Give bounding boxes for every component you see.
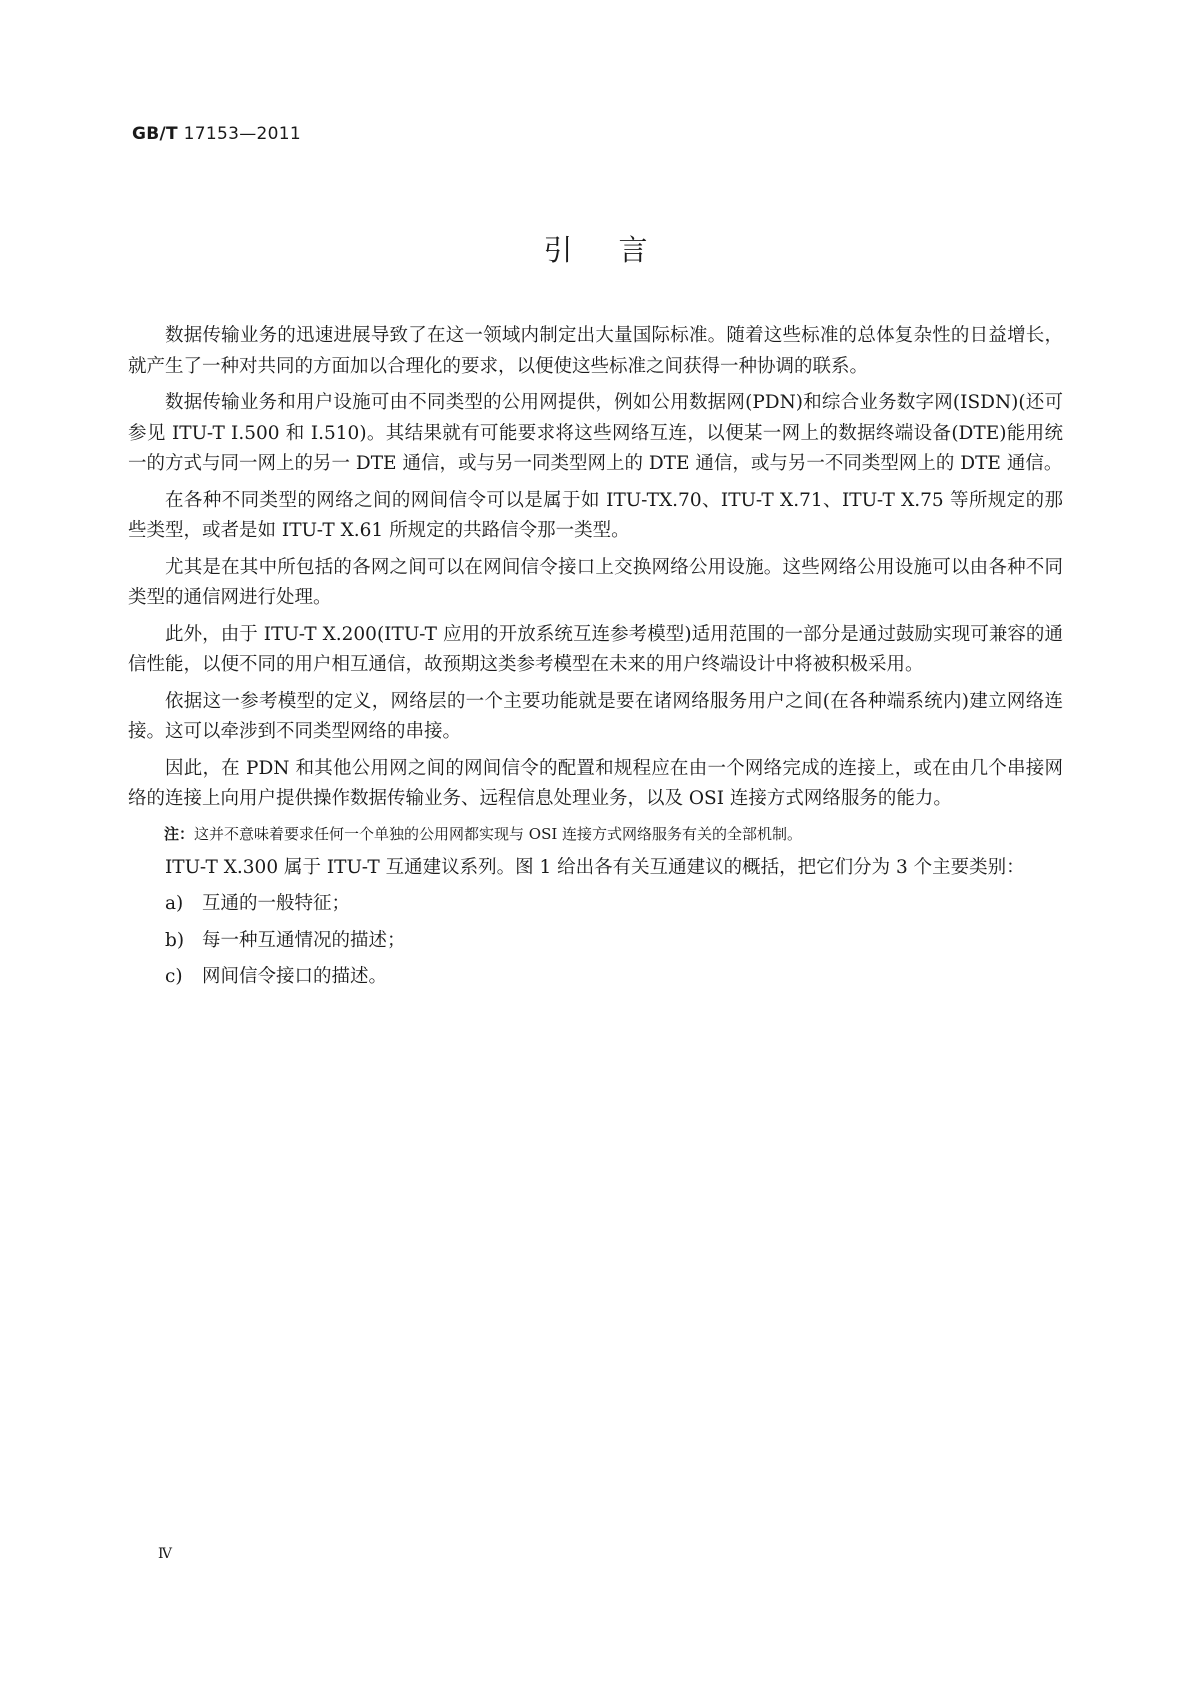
paragraph: 数据传输业务和用户设施可由不同类型的公用网提供，例如公用数据网(PDN)和综合业务数字网(ISDN)(还可参见 ITU-T I.500 和 I.510)。其结果就有可能要求将这些网络互连，以便某一网上的数据终端设备(DTE)能用统一的方式与同一网上的另一 DTE 通信，或与另一同类型网上的 DTE 通信，或与另一不同类型网上的 DTE 通信。	[128, 392, 1063, 474]
section-title: 引言	[543, 233, 694, 267]
paragraph: 依据这一参考模型的定义，网络层的一个主要功能就是要在诸网络服务用户之间(在各种端系统内)建立网络连接。这可以牵涉到不同类型网络的串接。	[128, 690, 1063, 742]
list-item	[128, 962, 1063, 993]
list-text: 互通的一般特征；	[202, 893, 351, 914]
paragraph: 此外，由于 ITU-T X.200(ITU-T 应用的开放系统互连参考模型)适用范围的一部分是通过鼓励实现可兼容的通信性能，以便不同的用户相互通信，故预期这类参考模型在未来的用户终端设计中将被积极采用。	[128, 623, 1063, 675]
standard-code: GB/T	[132, 124, 178, 144]
standard-number: 17153—2011	[183, 124, 301, 144]
list-marker: a)	[165, 893, 184, 914]
paragraph: 尤其是在其中所包括的各网之间可以在网间信令接口上交换网络公用设施。这些网络公用设施可以由各种不同类型的通信网进行处理。	[128, 556, 1063, 608]
note-label: 注：	[164, 824, 195, 843]
paragraph: 数据传输业务的迅速进展导致了在这一领域内制定出大量国际标准。随着这些标准的总体复杂性的日益增长，就产生了一种对共同的方面加以合理化的要求，以便使这些标准之间获得一种协调的联系。	[128, 325, 1063, 377]
list-marker: c)	[165, 966, 183, 987]
note	[128, 821, 1063, 847]
list-item	[128, 926, 1063, 957]
document-body	[128, 321, 1063, 999]
paragraph: 在各种不同类型的网络之间的网间信令可以是属于如 ITU-TX.70、ITU-T X.71、ITU-T X.75 等所规定的那些类型，或者是如 ITU-T X.61 所规定的共路信令那一类型。	[128, 489, 1063, 541]
list-marker: b)	[165, 929, 185, 951]
paragraph: 因此，在 PDN 和其他公用网之间的网间信令的配置和规程应在由一个网络完成的连接上，或在由几个串接网络的连接上向用户提供操作数据传输业务、远程信息处理业务，以及 OSI 连接方式网络服务的能力。	[128, 757, 1063, 809]
closing-paragraph: ITU-T X.300 属于 ITU-T 互通建议系列。图 1 给出各有关互通建议的概括，把它们分为 3 个主要类别：	[165, 856, 1025, 878]
list-text: 每一种互通情况的描述；	[202, 929, 406, 951]
document-header	[132, 124, 301, 144]
list-text: 网间信令接口的描述。	[202, 966, 388, 987]
page-number: Ⅳ	[158, 1546, 172, 1562]
list-item	[128, 889, 1063, 920]
note-text: 这并不意味着要求任何一个单独的公用网都实现与 OSI 连接方式网络服务有关的全部机制。	[194, 824, 803, 843]
